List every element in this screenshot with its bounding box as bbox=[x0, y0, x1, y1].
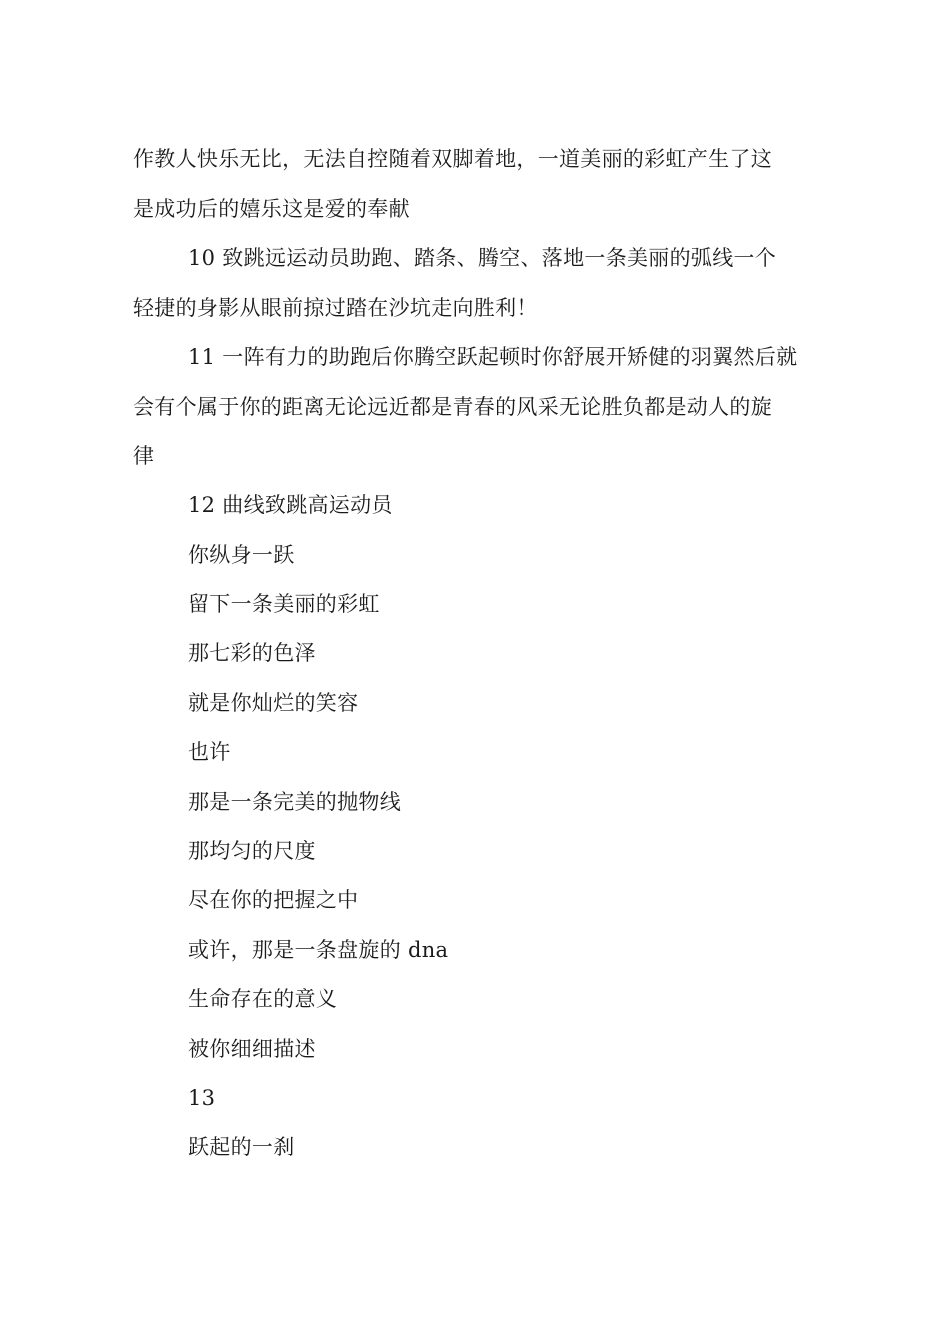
text-line: 生命存在的意义 bbox=[188, 987, 338, 1011]
text-line: 11 一阵有力的助跑后你腾空跃起顿时你舒展开矫健的羽翼然后就 bbox=[188, 345, 798, 369]
text-line: 那均匀的尺度 bbox=[188, 839, 316, 863]
text-line: 你纵身一跃 bbox=[188, 543, 295, 567]
text-line: 跃起的一刹 bbox=[188, 1135, 295, 1159]
text-line: 就是你灿烂的笑容 bbox=[188, 691, 359, 715]
text-line: 或许，那是一条盘旋的 dna bbox=[188, 938, 449, 962]
text-line: 那七彩的色泽 bbox=[188, 641, 316, 665]
text-line: 被你细细描述 bbox=[188, 1037, 316, 1061]
text-line: 律 bbox=[133, 444, 155, 468]
text-line: 尽在你的把握之中 bbox=[188, 888, 359, 912]
text-line: 作教人快乐无比，无法自控随着双脚着地，一道美丽的彩虹产生了这 bbox=[133, 147, 772, 171]
text-line: 10 致跳远运动员助跑、踏条、腾空、落地一条美丽的弧线一个 bbox=[188, 246, 777, 270]
text-line: 也许 bbox=[188, 740, 231, 764]
text-line: 13 bbox=[188, 1086, 216, 1110]
text-line: 是成功后的嬉乐这是爱的奉献 bbox=[133, 197, 410, 221]
text-line: 12 曲线致跳高运动员 bbox=[188, 493, 393, 517]
text-line: 那是一条完美的抛物线 bbox=[188, 790, 401, 814]
text-line: 留下一条美丽的彩虹 bbox=[188, 592, 380, 616]
text-line: 轻捷的身影从眼前掠过踏在沙坑走向胜利！ bbox=[133, 296, 538, 320]
text-line: 会有个属于你的距离无论远近都是青春的风采无论胜负都是动人的旋 bbox=[133, 395, 772, 419]
